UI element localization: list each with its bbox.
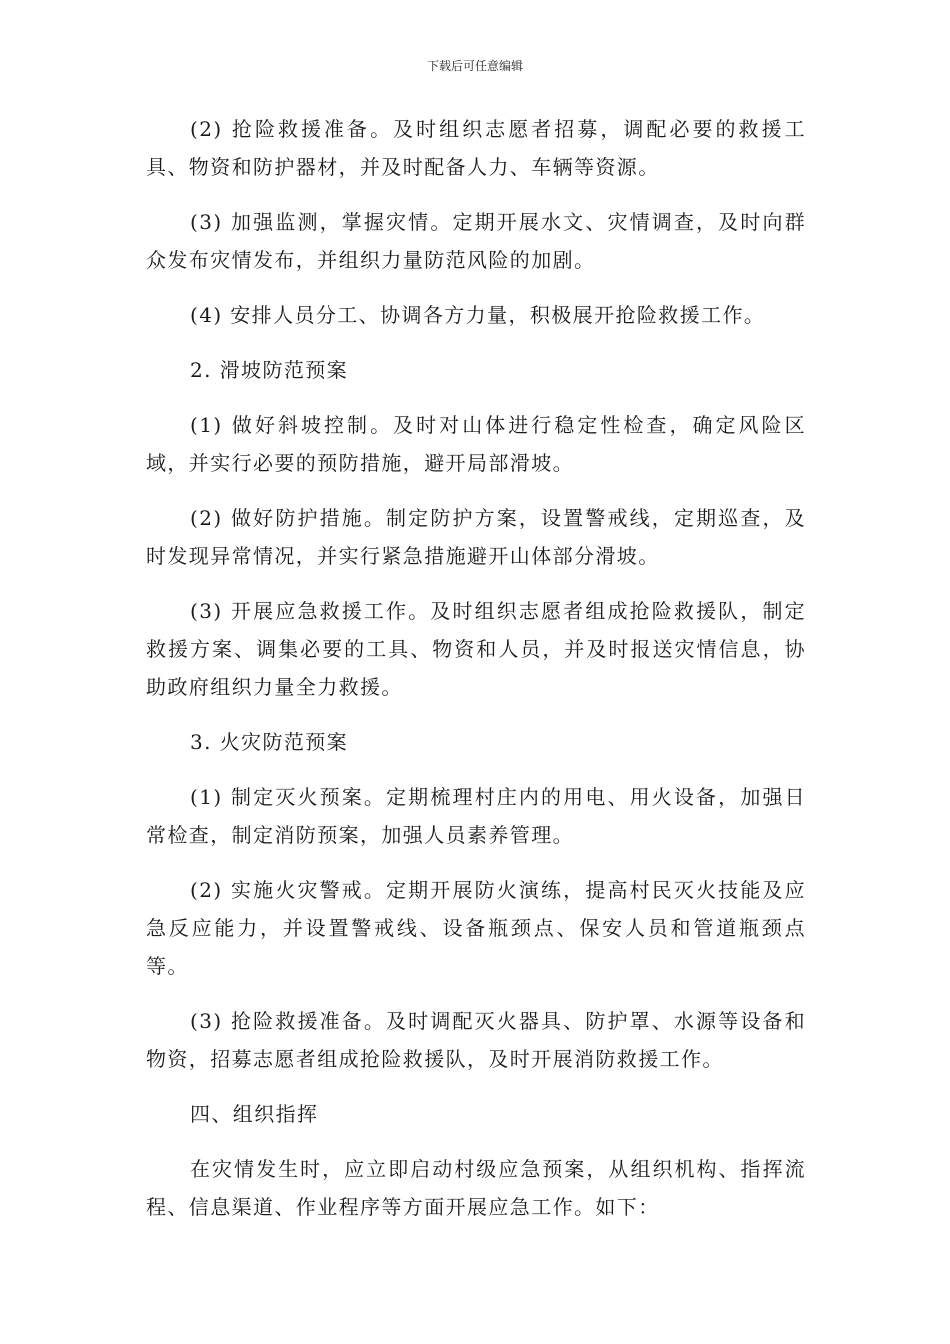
paragraph-slope-control: (1) 做好斜坡控制。及时对山体进行稳定性检查，确定风险区域，并实行必要的预防措施，避开局部滑坡。 [146, 413, 806, 475]
section-heading-fire: 3. 火灾防范预案 [190, 730, 349, 754]
paragraph-rescue-preparation: (2) 抢险救援准备。及时组织志愿者招募，调配必要的救援工具、物资和防护器材，并及时配备人力、车辆等资源。 [146, 117, 806, 179]
page-header-note: 下载后可任意编辑 [426, 59, 523, 73]
document-body [146, 110, 806, 1243]
paragraph-command-intro: 在灾情发生时，应立即启动村级应急预案，从组织机构、指挥流程、信息渠道、作业程序等方面开展应急工作。如下： [146, 1157, 806, 1219]
paragraph-monitoring: (3) 加强监测，掌握灾情。定期开展水文、灾情调查，及时向群众发布灾情发布，并组织力量防范风险的加剧。 [146, 210, 806, 272]
paragraph-protective-measures: (2) 做好防护措施。制定防护方案，设置警戒线，定期巡查，及时发现异常情况，并实行紧急措施避开山体部分滑坡。 [146, 506, 806, 568]
paragraph-emergency-rescue: (3) 开展应急救援工作。及时组织志愿者组成抢险救援队，制定救援方案、调集必要的工具、物资和人员，并及时报送灾情信息，协助政府组织力量全力救援。 [146, 599, 806, 699]
paragraph-fire-plan: (1) 制定灭火预案。定期梳理村庄内的用电、用火设备，加强日常检查，制定消防预案，加强人员素养管理。 [146, 785, 806, 847]
section-heading-landslide: 2. 滑坡防范预案 [190, 358, 349, 382]
paragraph-staff-division: (4) 安排人员分工、协调各方力量，积极展开抢险救援工作。 [190, 303, 766, 327]
paragraph-fire-rescue-preparation: (3) 抢险救援准备。及时调配灭火器具、防护罩、水源等设备和物资，招募志愿者组成抢险救援队，及时开展消防救援工作。 [146, 1009, 806, 1071]
paragraph-fire-alert: (2) 实施火灾警戒。定期开展防火演练，提高村民灭火技能及应急反应能力，并设置警戒线、设备瓶颈点、保安人员和管道瓶颈点等。 [146, 878, 806, 978]
section-heading-command: 四、组织指挥 [190, 1102, 319, 1126]
